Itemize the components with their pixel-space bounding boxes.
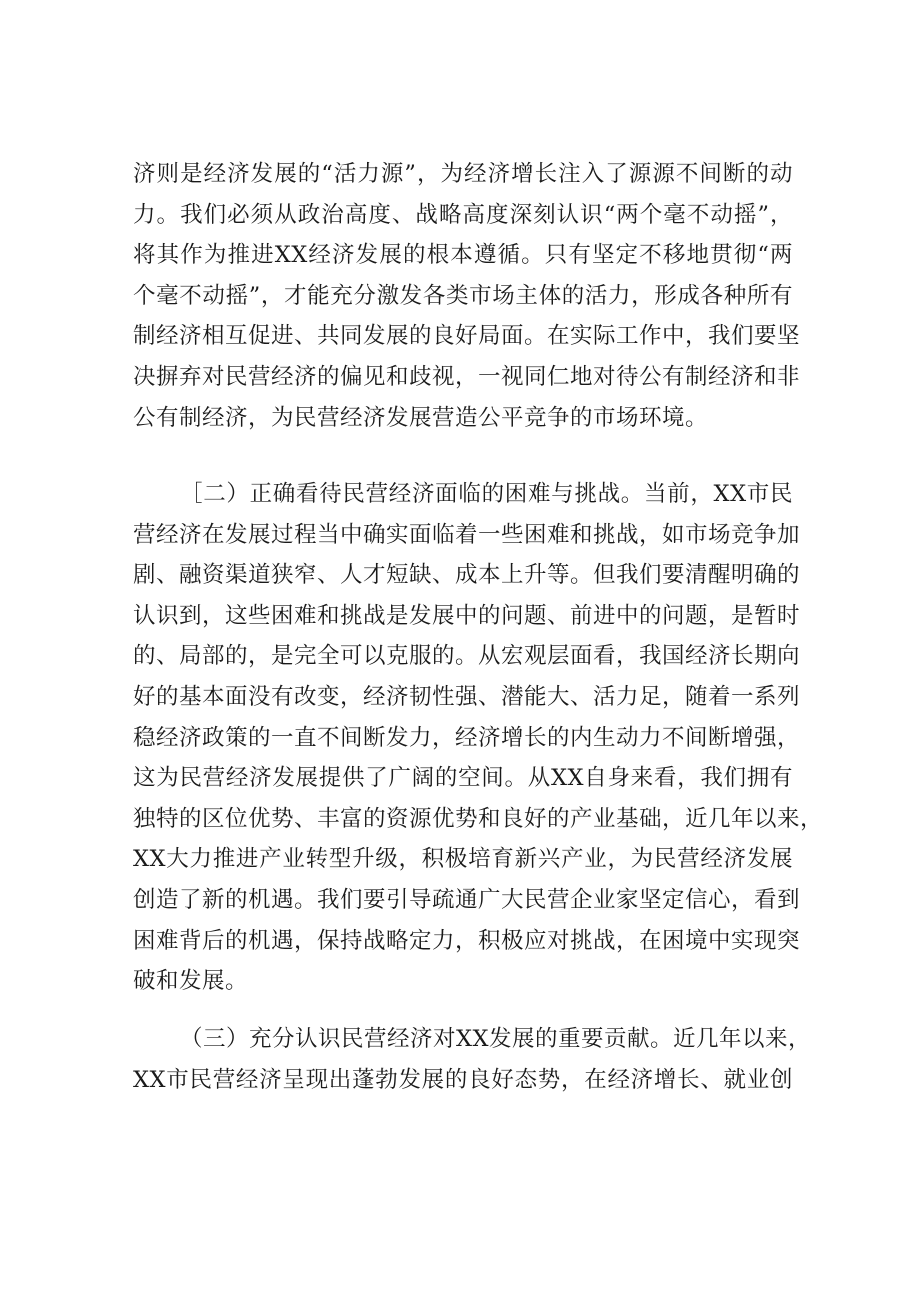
paragraph-3 <box>133 1019 812 1100</box>
text-line: 将其作为推进XX经济发展的根本遵循。只有坚定不移地贯彻“两 <box>133 242 793 269</box>
text-line: 营经济在发展过程当中确实面临着一些困难和挑战，如市场竞争加 <box>133 521 801 548</box>
text-line: 制经济相互促进、共同发展的良好局面。在实际工作中，我们要坚 <box>133 323 801 350</box>
text-line: 剧、融资渠道狭窄、人才短缺、成本上升等。但我们要清醒明确的 <box>133 562 801 589</box>
paragraph-2 <box>133 474 824 1002</box>
text-line: 的、局部的，是完全可以克服的。从宏观层面看，我国经济长期向 <box>133 643 801 670</box>
text-line: XX大力推进产业转型升级，积极培育新兴产业，为民营经济发展 <box>133 846 793 873</box>
text-line: 稳经济政策的一直不间断发力，经济增长的内生动力不间断增强， <box>133 724 801 751</box>
text-line: 创造了新的机遇。我们要引导疏通广大民营企业家坚定信心，看到 <box>133 886 801 913</box>
text-line: 这为民营经济发展提供了广阔的空间。从XX自身来看，我们拥有 <box>133 765 793 792</box>
text-line: ［二）正确看待民营经济面临的困难与挑战。当前，XX市民 <box>180 481 793 507</box>
text-line: 认识到，这些困难和挑战是发展中的问题、前进中的问题，是暂时 <box>133 602 801 629</box>
text-line: 公有制经济，为民营经济发展营造公平竞争的市场环境。 <box>133 404 709 431</box>
text-line: 破和发展。 <box>133 968 249 995</box>
text-line: 好的基本面没有改变，经济韧性强、潜能大、活力足，随着一系列 <box>133 683 801 710</box>
text-line: 济则是经济发展的“活力源”，为经济增长注入了源源不间断的动 <box>133 161 793 187</box>
paragraph-1 <box>133 154 801 438</box>
text-line: （三）充分认识民营经济对XX发展的重要贡献。近几年以来， <box>180 1026 812 1052</box>
text-line: 困难背后的机遇，保持战略定力，积极应对挑战，在困境中实现突 <box>133 927 801 954</box>
text-line: 独特的区位优势、丰富的资源优势和良好的产业基础，近几年以来， <box>133 805 824 832</box>
text-line: 个毫不动摇”，才能充分激发各类市场主体的活力，形成各种所有 <box>133 282 793 309</box>
text-line: 力。我们必须从政治高度、战略高度深刻认识“两个毫不动摇”， <box>133 201 793 228</box>
text-line: XX市民营经济呈现出蓬勃发展的良好态势，在经济增长、就业创 <box>133 1066 793 1093</box>
text-line: 决摒弃对民营经济的偏见和歧视，一视同仁地对待公有制经济和非 <box>133 363 801 390</box>
